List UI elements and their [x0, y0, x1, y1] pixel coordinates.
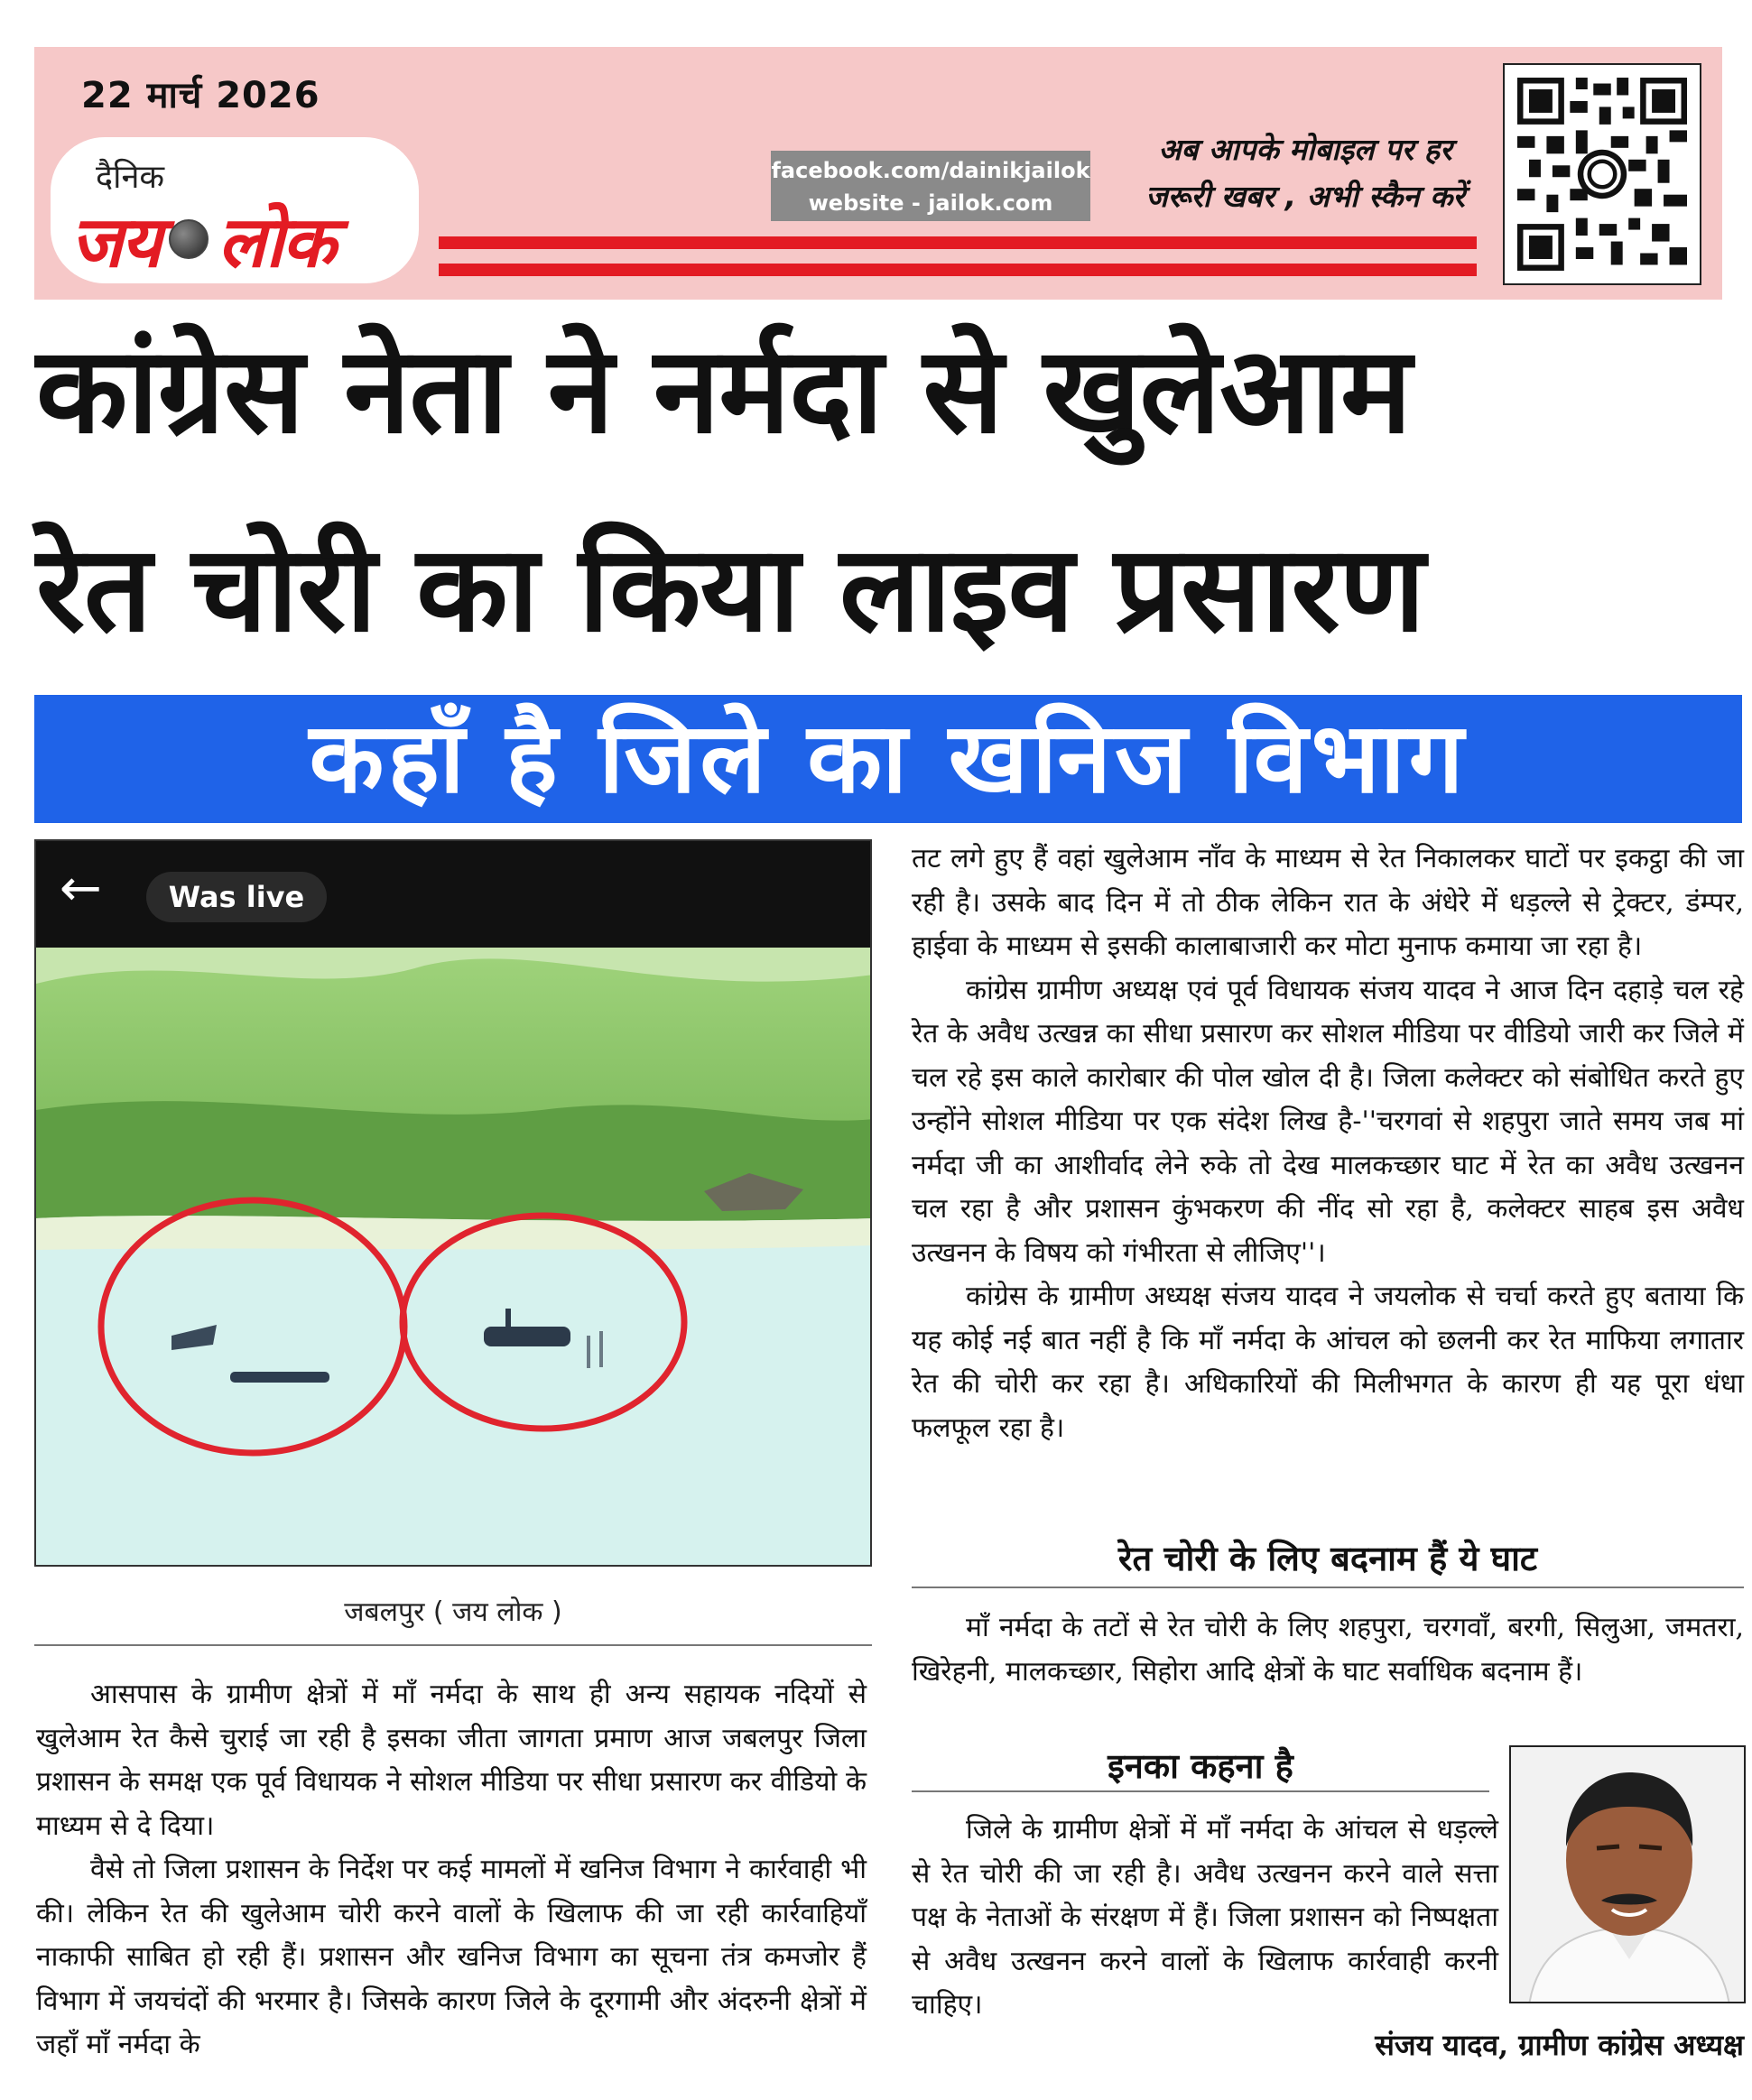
masthead-rule-top	[439, 236, 1477, 249]
quote-paragraph: जिले के ग्रामीण क्षेत्रों में माँ नर्मदा के आंचल से धड़ल्ले से रेत चोरी की जा रही है। अवैध उत्खनन करने वाले सत्ता पक्ष के नेताओं के संरक्षण में हैं। जिला प्रशासन को निष्पक्षता से अवैध उत्खनन करने वालों के खिलाफ कार्रवाही करनी चाहिए।	[912, 1814, 1498, 2021]
headline-line-1: कांग्रेस नेता ने नर्मदा से खुलेआम	[36, 321, 1411, 460]
was-live-badge: Was live	[146, 872, 327, 922]
river-scene	[36, 948, 872, 1567]
caption-divider	[34, 1644, 872, 1646]
logo-word-1: जय	[70, 202, 161, 283]
qr-code-icon[interactable]	[1503, 63, 1701, 285]
article-column-left	[36, 1673, 867, 2068]
quote-divider	[912, 1790, 1489, 1792]
video-top-bar	[36, 841, 870, 948]
subhead-text: कहाँ है जिले का खनिज विभाग	[309, 702, 1468, 815]
arrow-left-icon[interactable]: ←	[60, 859, 102, 918]
left-paragraph-1: आसपास के ग्रामीण क्षेत्रों में माँ नर्मदा के साथ ही अन्य सहायक नदियों से खुलेआम रेत कैसे चुराई जा रही है इसका जीता जागता प्रमाण आज जबलपुर जिला प्रशासन के समक्ष एक पूर्व विधायक ने सोशल मीडिया पर सीधा प्रसारण कर वीडियो के माध्यम से दे दिया।	[36, 1679, 867, 1842]
quote-signature: संजय यादव, ग्रामीण कांग्रेस अध्यक्ष	[1375, 2028, 1744, 2062]
news-photo	[34, 839, 872, 1567]
article-column-right	[912, 837, 1744, 1450]
right-paragraph-3: कांग्रेस के ग्रामीण अध्यक्ष संजय यादव ने जयलोक से चर्चा करते हुए बताया कि यह कोई नई बात नहीं है कि माँ नर्मदा के आंचल को छलनी कर रेत माफिया लगातार रेत की चोरी कर रहा है। अधिकारियों की मिलीभगत के कारण ही यह पूरा धंधा फलफूल रहा है।	[912, 1281, 1744, 1444]
issue-date: 22 मार्च 2026	[81, 75, 320, 116]
logo-wordmark	[70, 191, 334, 287]
promo-line-2: जरूरी खबर , अभी स्कैन करें	[1145, 179, 1465, 214]
logo	[51, 137, 419, 283]
person-portrait-icon	[1511, 1747, 1746, 2003]
subhead-band	[34, 695, 1742, 823]
masthead-rule-bottom	[439, 264, 1477, 276]
headline-line-2: रेत चोरी का किया लाइव प्रसारण	[36, 520, 1424, 659]
portrait-photo	[1509, 1745, 1746, 2003]
scan-promo	[1134, 126, 1477, 220]
social-links	[771, 151, 1090, 221]
globe-icon	[169, 219, 209, 259]
qr-code-graphic	[1517, 78, 1687, 271]
ghats-section	[912, 1606, 1744, 1694]
quote-section	[912, 1809, 1498, 2028]
masthead	[34, 47, 1722, 300]
right-paragraph-1: तट लगे हुए हैं वहां खुलेआम नाँव के माध्यम से रेत निकालकर घाटों पर इकट्ठा की जा रही है। उसके बाद दिन में तो ठीक लेकिन रात के अंधेरे में धड़ल्ले से ट्रेक्टर, डंम्पर, हाईवा के माध्यम से इसकी कालाबाजारी कर मोटा मुनाफ कमाया जा रहा है।	[912, 843, 1744, 962]
subheading-divider	[912, 1587, 1744, 1588]
photo-caption: जबलपुर ( जय लोक )	[344, 1596, 562, 1628]
facebook-link[interactable]: facebook.com/dainikjailok	[771, 158, 1090, 183]
promo-line-1: अब आपके मोबाइल पर हर	[1158, 132, 1452, 167]
ghats-paragraph: माँ नर्मदा के तटों से रेत चोरी के लिए शहपुरा, चरगवाँ, बरगी, सिलुआ, जमतरा, खिरेहनी, मालकच्छार, सिहोरा आदि क्षेत्रों के घाट सर्वाधिक बदनाम हैं।	[912, 1612, 1744, 1688]
website-link[interactable]: website - jailok.com	[808, 190, 1053, 216]
subheading-ghats: रेत चोरी के लिए बदनाम हैं ये घाट	[1117, 1539, 1538, 1578]
logo-small-text: दैनिक	[96, 159, 165, 196]
right-paragraph-2: कांग्रेस ग्रामीण अध्यक्ष एवं पूर्व विधायक संजय यादव ने आज दिन दहाड़े चल रहे रेत के अवैध उत्खन्न का सीधा प्रसारण कर सोशल मीडिया पर वीडियो जारी कर जिले में चल रहे इस काले कारोबार की पोल खोल दी है। जिला कलेक्टर को संबोधित करते हुए उन्होंने सोशल मीडिया पर एक संदेश लिख है-''चरगवां से शहपुरा जाते समय जब मां नर्मदा जी का आशीर्वाद लेने रुके तो देख मालकच्छार घाट में रेत का अवैध उत्खनन चल रहा है और प्रशासन कुंभकरण की नींद सो रहा है, कलेक्टर साहब इस अवैध उत्खनन के विषय को गंभीरता से लीजिए''।	[912, 974, 1744, 1269]
left-paragraph-2: वैसे तो जिला प्रशासन के निर्देश पर कई मामलों में खनिज विभाग ने कार्रवाही भी की। लेकिन रेत की खुलेआम चोरी करने वालों के खिलाफ की जा रही कार्रवाहियाँ नाकाफी साबित हो रही हैं। प्रशासन और खनिज विभाग का सूचना तंत्र कमजोर हैं विभाग में जयचंदों की भरमार है। जिसके कारण जिले के दूरगामी और अंदरुनी क्षेत्रों में जहाँ माँ नर्मदा के	[36, 1854, 867, 2060]
subheading-quote: इनका कहना है	[1108, 1746, 1293, 1786]
logo-word-2: लोक	[218, 202, 335, 283]
